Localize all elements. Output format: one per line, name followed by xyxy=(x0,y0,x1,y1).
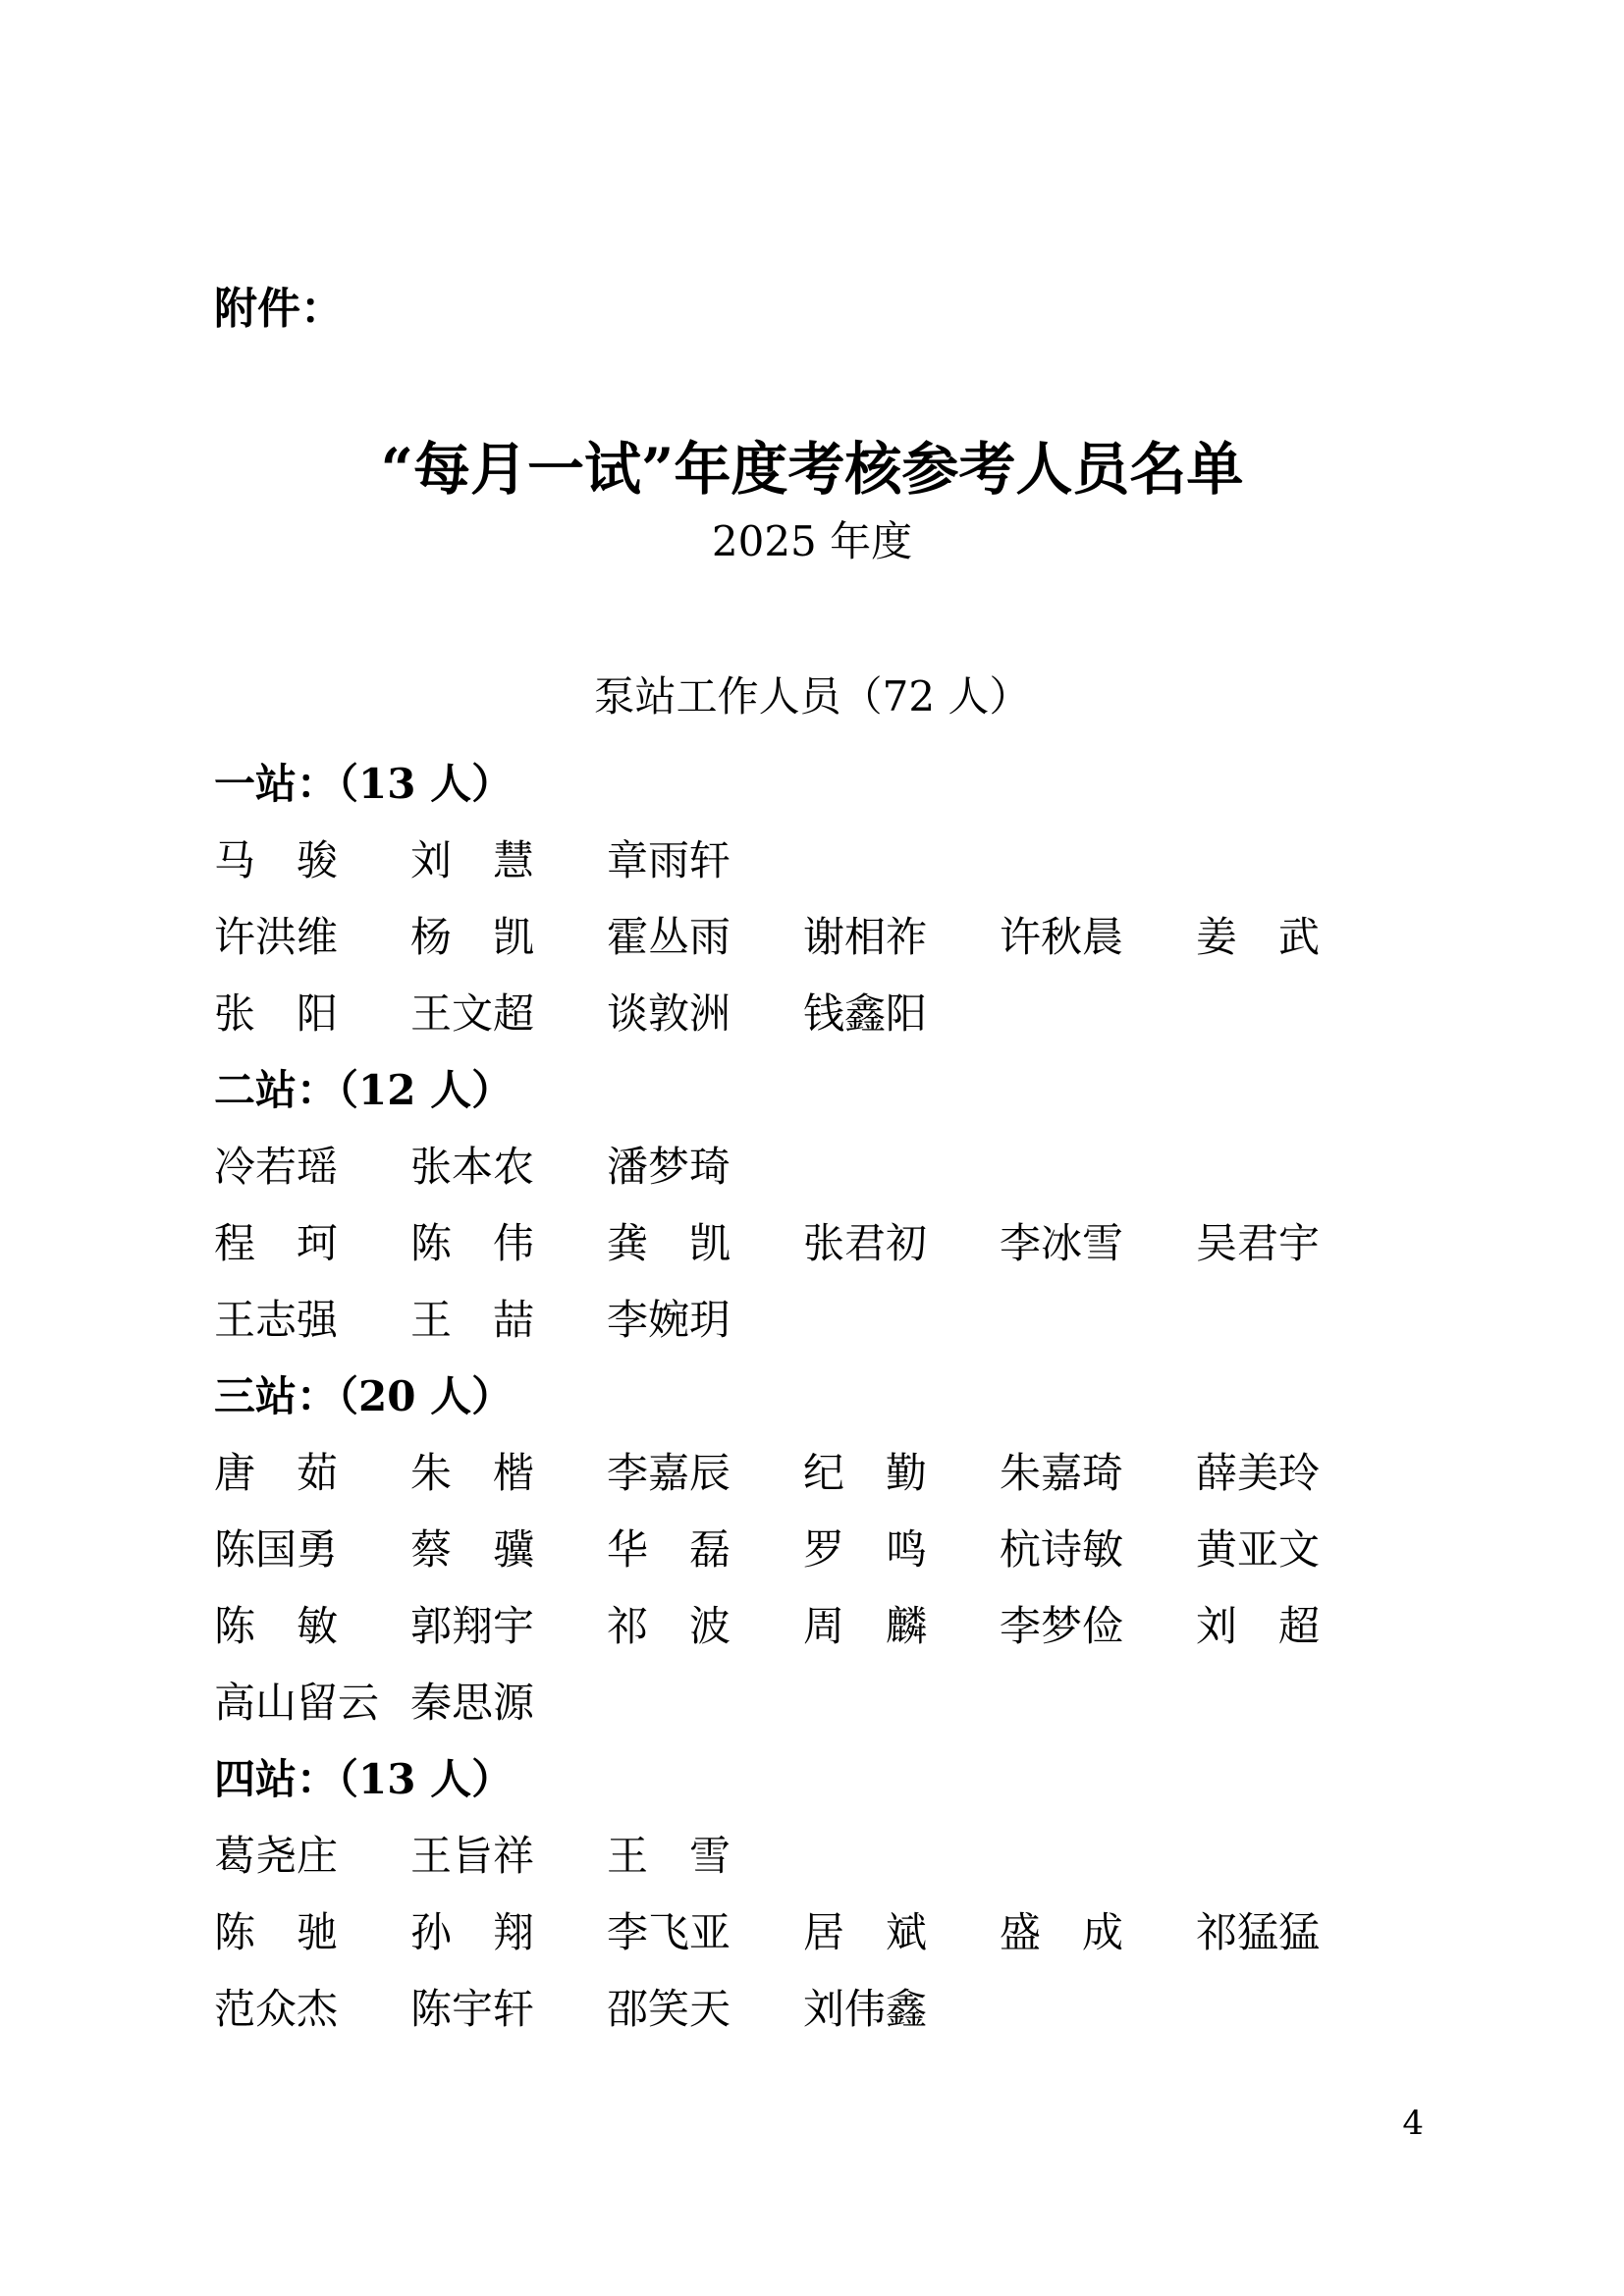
station-heading: 二站：（12 人） xyxy=(214,1066,514,1114)
name-row xyxy=(214,1588,1392,1665)
person-name: 许秋晨 xyxy=(1000,913,1124,961)
person-name: 姜 武 xyxy=(1196,913,1321,961)
person-name: 张 阳 xyxy=(214,989,339,1038)
person-name: 葛尧庄 xyxy=(214,1832,339,1880)
person-name: 范众杰 xyxy=(214,1985,339,2033)
station-heading: 四站：（13 人） xyxy=(214,1755,514,1803)
name-row xyxy=(214,899,1392,976)
document-subtitle: 2025 年度 xyxy=(711,517,913,565)
person-name: 许洪维 xyxy=(214,913,339,961)
person-name: 谢相祚 xyxy=(803,913,928,961)
person-name: 朱嘉琦 xyxy=(1000,1449,1124,1497)
person-name: 祁猛猛 xyxy=(1196,1908,1321,1956)
person-name: 李冰雪 xyxy=(1000,1219,1124,1267)
person-name: 章雨轩 xyxy=(607,836,731,884)
name-row xyxy=(214,1282,1392,1359)
person-name: 陈宇轩 xyxy=(410,1985,535,2033)
person-name: 李梦俭 xyxy=(1000,1602,1124,1650)
person-name: 郭翔宇 xyxy=(410,1602,535,1650)
name-row xyxy=(214,1512,1392,1588)
attachment-label: 附件： xyxy=(214,284,344,334)
person-name: 孙 翔 xyxy=(410,1908,535,1956)
person-name: 陈国勇 xyxy=(214,1525,339,1574)
person-name: 杨 凯 xyxy=(410,913,535,961)
person-name: 刘伟鑫 xyxy=(803,1985,928,2033)
person-name: 霍丛雨 xyxy=(607,913,731,961)
person-name: 杭诗敏 xyxy=(1000,1525,1124,1574)
station-block xyxy=(214,1359,1392,1741)
name-row xyxy=(214,1129,1392,1205)
name-row xyxy=(214,976,1392,1052)
page-number: 4 xyxy=(1402,2104,1424,2143)
station-block xyxy=(214,746,1392,1052)
name-row xyxy=(214,1205,1392,1282)
person-name: 李嘉辰 xyxy=(607,1449,731,1497)
person-name: 盛 成 xyxy=(1000,1908,1124,1956)
person-name: 王 雪 xyxy=(607,1832,731,1880)
person-name: 朱 楷 xyxy=(410,1449,535,1497)
person-name: 张君初 xyxy=(803,1219,928,1267)
person-name: 李婉玥 xyxy=(607,1296,731,1344)
station-list xyxy=(214,746,1392,2048)
person-name: 谈敦洲 xyxy=(607,989,731,1038)
person-name: 钱鑫阳 xyxy=(803,989,928,1038)
station-block xyxy=(214,1741,1392,2048)
station-block xyxy=(214,1052,1392,1359)
person-name: 唐 茹 xyxy=(214,1449,339,1497)
person-name: 黄亚文 xyxy=(1196,1525,1321,1574)
person-name: 周 麟 xyxy=(803,1602,928,1650)
person-name: 薛美玲 xyxy=(1196,1449,1321,1497)
person-name: 王旨祥 xyxy=(410,1832,535,1880)
person-name: 程 珂 xyxy=(214,1219,339,1267)
person-name: 陈 伟 xyxy=(410,1219,535,1267)
person-name: 秦思源 xyxy=(410,1679,535,1727)
name-row xyxy=(214,1665,1392,1741)
person-name: 祁 波 xyxy=(607,1602,731,1650)
person-name: 华 磊 xyxy=(607,1525,731,1574)
person-name: 王 喆 xyxy=(410,1296,535,1344)
person-name: 高山留云 xyxy=(214,1679,380,1727)
person-name: 冷若瑶 xyxy=(214,1143,339,1191)
person-name: 李飞亚 xyxy=(607,1908,731,1956)
person-name: 王文超 xyxy=(410,989,535,1038)
person-name: 张本农 xyxy=(410,1143,535,1191)
person-name: 刘 慧 xyxy=(410,836,535,884)
name-row xyxy=(214,823,1392,899)
person-name: 马 骏 xyxy=(214,836,339,884)
person-name: 罗 鸣 xyxy=(803,1525,928,1574)
name-row xyxy=(214,1895,1392,1971)
person-name: 刘 超 xyxy=(1196,1602,1321,1650)
name-row xyxy=(214,1435,1392,1512)
person-name: 王志强 xyxy=(214,1296,339,1344)
station-heading: 三站：（20 人） xyxy=(214,1372,514,1420)
person-name: 居 斌 xyxy=(803,1908,928,1956)
station-heading: 一站：（13 人） xyxy=(214,760,514,808)
person-name: 蔡 骥 xyxy=(410,1525,535,1574)
section-heading: 泵站工作人员（72 人） xyxy=(593,672,1031,721)
person-name: 陈 敏 xyxy=(214,1602,339,1650)
person-name: 龚 凯 xyxy=(607,1219,731,1267)
person-name: 吴君宇 xyxy=(1196,1219,1321,1267)
name-row xyxy=(214,1971,1392,2048)
person-name: 邵笑天 xyxy=(607,1985,731,2033)
name-row xyxy=(214,1818,1392,1895)
person-name: 陈 驰 xyxy=(214,1908,339,1956)
person-name: 纪 勤 xyxy=(803,1449,928,1497)
person-name: 潘梦琦 xyxy=(607,1143,731,1191)
document-title: “每月一试”年度考核参考人员名单 xyxy=(380,436,1244,503)
